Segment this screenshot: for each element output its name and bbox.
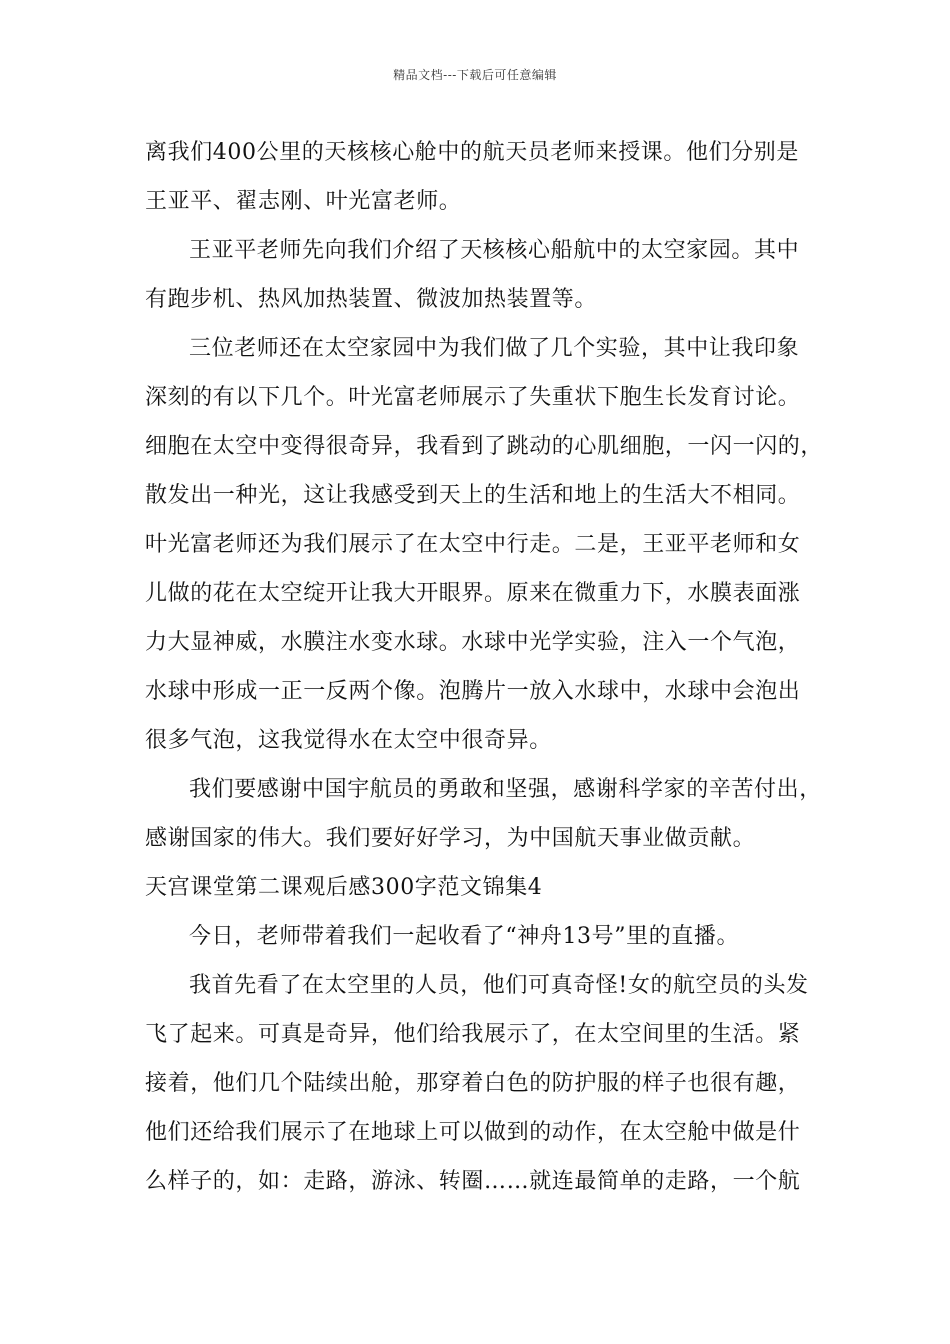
text-line: 我首先看了在太空里的人员，他们可真奇怪!女的航空员的头发 — [189, 973, 809, 998]
text-line: 细胞在太空中变得很奇异，我看到了跳动的心肌细胞，一闪一闪的， — [145, 434, 824, 459]
text-line: 叶光富老师还为我们展示了在太空中行走。二是，王亚平老师和女 — [145, 532, 801, 557]
document-body — [145, 128, 830, 1206]
text-line: 我们要感谢中国宇航员的勇敢和坚强，感谢科学家的辛苦付出， — [189, 777, 822, 802]
text-line: 么样子的，如：走路，游泳、转圈……就连最简单的走路，一个航 — [145, 1169, 801, 1194]
text-line: 飞了起来。可真是奇异，他们给我展示了，在太空间里的生活。紧 — [145, 1022, 801, 1047]
text-line: 王亚平老师先向我们介绍了天核核心船航中的太空家园。其中 — [189, 238, 800, 263]
text-line: 他们还给我们展示了在地球上可以做到的动作，在太空舱中做是什 — [145, 1120, 801, 1145]
text-line: 今日，老师带着我们一起收看了“神舟13号”里的直播。 — [189, 924, 740, 949]
page-header: 精品文档---下载后可任意编辑 — [393, 68, 557, 82]
text-line: 王亚平、翟志刚、叶光富老师。 — [145, 189, 462, 214]
text-line: 接着，他们几个陆续出舱，那穿着白色的防护服的样子也很有趣， — [145, 1071, 801, 1096]
text-line: 散发出一种光，这让我感受到天上的生活和地上的生活大不相同。 — [145, 483, 801, 508]
section-heading: 天宫课堂第二课观后感300字范文锦集4 — [145, 875, 543, 900]
text-line: 儿做的花在太空绽开让我大开眼界。原来在微重力下，水膜表面涨 — [145, 581, 801, 606]
text-line: 深刻的有以下几个。叶光富老师展示了失重状下胞生长发育讨论。 — [145, 385, 801, 410]
text-line: 水球中形成一正一反两个像。泡腾片一放入水球中，水球中会泡出 — [145, 679, 801, 704]
text-line: 离我们400公里的天核核心舱中的航天员老师来授课。他们分别是 — [145, 140, 799, 165]
text-line: 很多气泡，这我觉得水在太空中很奇异。 — [145, 728, 552, 753]
text-line: 三位老师还在太空家园中为我们做了几个实验，其中让我印象 — [189, 336, 800, 361]
text-line: 感谢国家的伟大。我们要好好学习，为中国航天事业做贡献。 — [145, 826, 756, 851]
text-line: 有跑步机、热风加热装置、微波加热装置等。 — [145, 287, 598, 312]
text-line: 力大显神威，水膜注水变水球。水球中光学实验，注入一个气泡， — [145, 630, 801, 655]
